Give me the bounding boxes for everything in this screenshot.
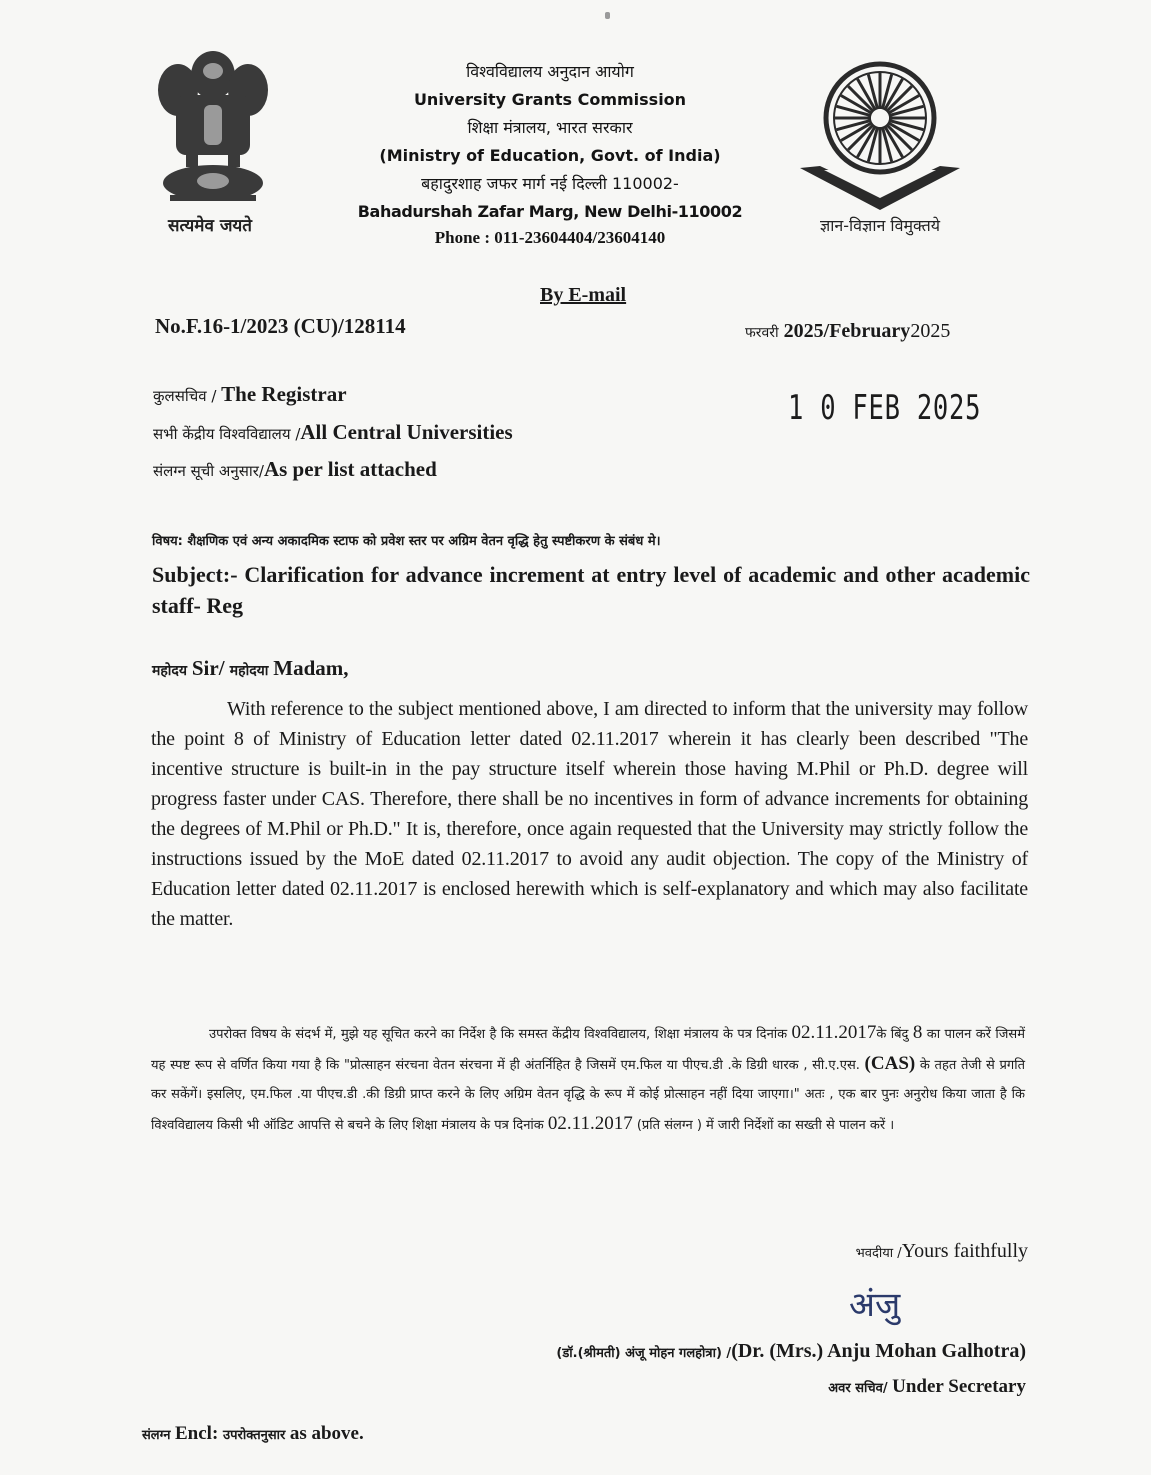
addressee-hindi-1: कुलसचिव / bbox=[153, 387, 222, 405]
subject-hindi: विषय: शैक्षणिक एवं अन्य अकादमिक स्टाफ को प्रवेश स्तर पर अग्रिम वेतन वृद्धि हेतु स्पष्टीकरण के संबंध मे। bbox=[152, 534, 661, 549]
salutation bbox=[152, 654, 349, 685]
signature-text: अंजु bbox=[849, 1285, 901, 1325]
salutation-english-1: Sir/ bbox=[191, 656, 230, 680]
date-hindi: फरवरी bbox=[745, 325, 779, 341]
date-suffix: 2025 bbox=[910, 320, 951, 342]
date-stamp: 1 0 FEB 2025 bbox=[788, 388, 982, 428]
addressee-english-1: The Registrar bbox=[221, 382, 347, 406]
signer-name-english: (Dr. (Mrs.) Anju Mohan Galhotra) bbox=[731, 1340, 1026, 1362]
hindi-text-3: का पालन करें जिसमें यह स्पष्ट रूप से वर्णित किया गया है कि "प्रोत्साहन संरचना वेतन संरचना में ही अंतर्निहित है जिसमें एम.फिल या पीएच.डी .के डिग्री धारक , सी.ए.एस. bbox=[151, 1027, 1025, 1073]
salutation-english-2: Madam, bbox=[273, 656, 349, 680]
subject-english: Subject:- Clarification for advance increment at entry level of academic and other academic staff- Reg bbox=[152, 562, 1030, 618]
dispatch-mode: By E-mail bbox=[540, 284, 627, 306]
designation-english: Under Secretary bbox=[892, 1376, 1026, 1397]
enclosure-hindi-value: उपरोक्तनुसार bbox=[223, 1428, 290, 1443]
hindi-cas: (CAS) bbox=[864, 1053, 916, 1074]
hindi-point: 8 bbox=[912, 1022, 923, 1043]
reference-number: No.F.16-1/2023 (CU)/128114 bbox=[155, 314, 406, 338]
addressee-english-3: As per list attached bbox=[263, 457, 437, 481]
salutation-hindi-1: महोदय bbox=[152, 663, 192, 679]
hindi-text-5: (प्रति संलग्न ) में जारी निर्देशों का सख्ती से पालन करें । bbox=[632, 1118, 895, 1133]
signature bbox=[845, 1272, 925, 1332]
hindi-text-2: के बिंदु bbox=[876, 1027, 913, 1042]
date-bold: 2025/February bbox=[783, 320, 911, 342]
body-paragraph-hindi bbox=[151, 1018, 1025, 1140]
addressee-line-1 bbox=[153, 380, 347, 410]
closing bbox=[856, 1238, 1028, 1267]
addressee-hindi-3: संलग्न सूची अनुसार/ bbox=[153, 462, 264, 480]
ministry-english: (Ministry of Education, Govt. of India) bbox=[379, 146, 721, 165]
addressee-line-3 bbox=[153, 455, 437, 485]
enclosure-label: Encl: bbox=[175, 1423, 224, 1444]
enclosure bbox=[142, 1421, 364, 1449]
closing-hindi: भवदीया / bbox=[855, 1246, 902, 1261]
hindi-text-1: उपरोक्त विषय के संदर्भ में, मुझे यह सूचित करने का निर्देश है कि समस्त केंद्रीय विश्वविद्यालय, शिक्षा मंत्रालय के पत्र दिनांक bbox=[209, 1027, 792, 1042]
address-hindi: बहादुरशाह जफर मार्ग नई दिल्ली 110002- bbox=[421, 174, 679, 193]
hindi-date-2: 02.11.2017 bbox=[547, 1113, 633, 1134]
hindi-date-1: 02.11.2017 bbox=[791, 1022, 877, 1043]
hindi-text-4: के तहत तेजी से प्रगति कर सकेंगें। इसलिए, एम.फिल .या पीएच.डी .की डिग्री प्राप्त करने के लिए अग्रिम वेतन वृद्धि के रूप में कोई प्रोत्साहन नहीं दिया जाएगा।" अतः , एक बार पुनः अनुरोध किया जाता है कि विश्वविद्यालय किसी भी ऑडिट आपत्ति से बचने के लिए शिक्षा मंत्रालय के पत्र दिनांक bbox=[151, 1058, 1026, 1133]
scan-mark bbox=[605, 12, 610, 19]
enclosure-hindi-prefix: संलग्न bbox=[142, 1428, 175, 1443]
signer-designation bbox=[828, 1374, 1026, 1402]
salutation-hindi-2: महोदया bbox=[229, 663, 274, 679]
designation-hindi: अवर सचिव/ bbox=[828, 1381, 893, 1396]
signer-name-hindi: (डॉ.(श्रीमती) अंजू मोहन गलहोत्रा) / bbox=[556, 1346, 732, 1361]
ministry-hindi: शिक्षा मंत्रालय, भारत सरकार bbox=[467, 118, 633, 137]
letter-date bbox=[745, 318, 950, 346]
closing-english: Yours faithfully bbox=[901, 1240, 1028, 1262]
org-name-hindi: विश्वविद्यालय अनुदान आयोग bbox=[466, 62, 634, 81]
addressee-line-2 bbox=[153, 418, 513, 448]
addressee-english-2: All Central Universities bbox=[300, 420, 513, 444]
signer-name bbox=[556, 1338, 1026, 1367]
org-name-english: University Grants Commission bbox=[413, 90, 687, 109]
enclosure-english-value: as above. bbox=[289, 1423, 364, 1444]
body-paragraph-english: With reference to the subject mentioned above, I am directed to inform that the university may follow the point 8 of Ministry of Education letter dated 02.11.2017 wherein it has clearly been described "The incentive structure is built-in in the pay structure itself wherein those having M.Phil or Ph.D. degree will progress faster under CAS. Therefore, there shall be no incentives in form of advance increments for obtaining the degrees of M.Phil or Ph.D." It is, therefore, once again requested that the University may strictly follow the instructions issued by the MoE dated 02.11.2017 to avoid any audit objection. The copy of the Ministry of Education letter dated 02.11.2017 is enclosed herewith which is self-explanatory and which may also facilitate the matter. bbox=[151, 698, 1028, 930]
addressee-hindi-2: सभी केंद्रीय विश्वविद्यालय / bbox=[153, 425, 301, 443]
emblem-motto: सत्यमेव जयते bbox=[168, 216, 252, 236]
phone-number: Phone : 011-23604404/23604140 bbox=[434, 228, 666, 247]
ugc-logo-icon bbox=[790, 60, 970, 210]
ugc-motto: ज्ञान-विज्ञान विमुक्तये bbox=[819, 216, 941, 235]
national-emblem-icon bbox=[148, 45, 278, 205]
address-english: Bahadurshah Zafar Marg, New Delhi-110002 bbox=[357, 202, 743, 221]
